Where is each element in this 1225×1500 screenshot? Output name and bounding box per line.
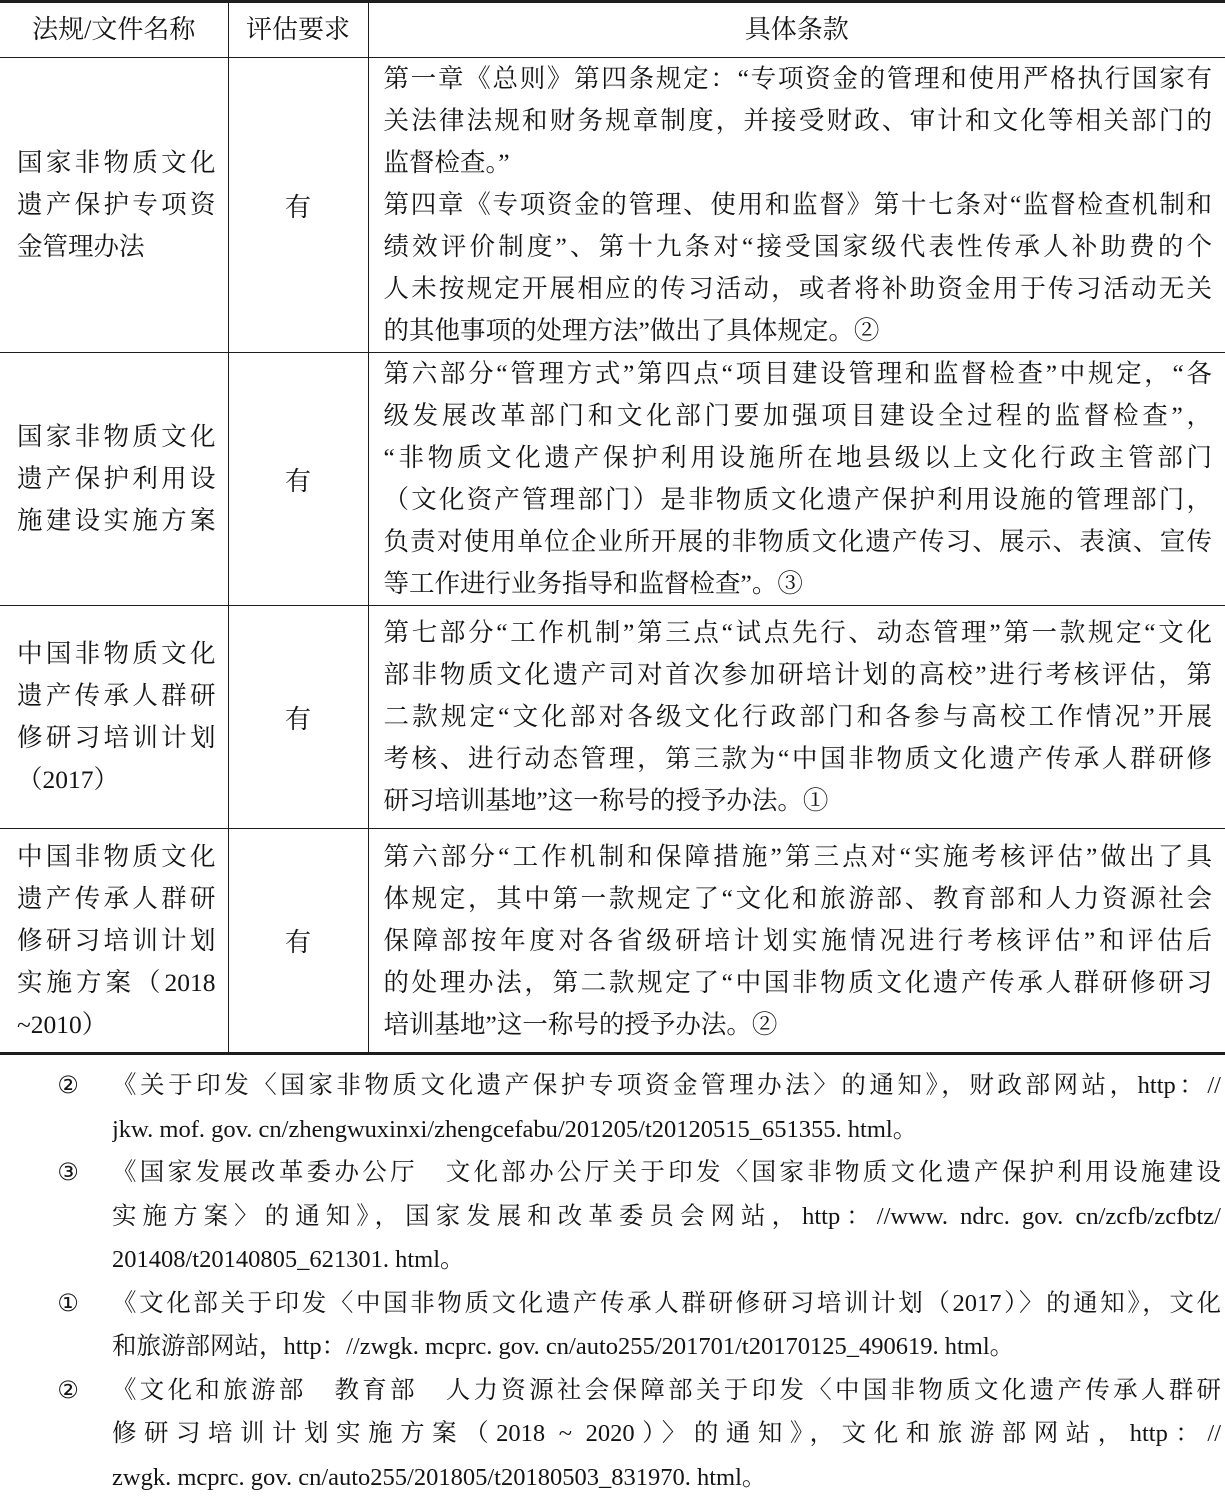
clause-line: 考核、进行动态管理，第三款为“中国非物质文化遗产传承人群研修 (383, 744, 1212, 773)
regulation-name-cell (0, 58, 228, 353)
footnote-marker: ② (57, 1375, 79, 1404)
table-header-row (0, 2, 1225, 58)
table-row (0, 58, 1225, 353)
clause-line: 人未按规定开展相应的传习活动，或者将补助资金用于传习活动无关 (383, 274, 1212, 303)
regulation-name-line: （2017） (17, 765, 120, 794)
footnote-line: 修研习培训计划实施方案（2018 ~ 2020）〉的通知》，文化和旅游部网站，http：// (112, 1420, 1221, 1447)
clause-line: 保障部按年度对各省级研培计划实施情况进行考核评估”和评估后 (383, 925, 1212, 955)
clause-cell (368, 58, 1225, 353)
requirement-cell: 有 (228, 353, 368, 606)
footnote-line: zwgk. mcprc. gov. cn/auto255/201805/t20180503_831970. html。 (112, 1463, 767, 1491)
requirement-cell: 有 (228, 829, 368, 1054)
footnote (0, 1369, 1225, 1500)
footnote-line: 《国家发展改革委办公厅 文化部办公厅关于印发〈国家非物质文化遗产保护利用设施建设 (112, 1159, 1221, 1186)
regulation-name-line: ~2010） (17, 1009, 108, 1039)
regulation-name-line: 修研习培训计划 (17, 925, 216, 955)
footnote-marker: ① (57, 1288, 79, 1317)
clause-line: 关法律法规和财务规章制度，并接受财政、审计和文化等相关部门的 (383, 106, 1212, 135)
footnote-line: 实施方案〉的通知》，国家发展和改革委员会网站，http：//www. ndrc. gov. cn/zcfb/zcfbtz/ (112, 1202, 1221, 1230)
clause-cell (368, 606, 1225, 829)
footnote (0, 1064, 1225, 1151)
footnote-marker: ② (57, 1071, 79, 1099)
regulation-name-line: 中国非物质文化 (17, 639, 216, 668)
regulation-name-cell (0, 353, 228, 606)
footnotes (0, 1064, 1225, 1499)
clause-line: 体规定，其中第一款规定了“文化和旅游部、教育部和人力资源社会 (383, 883, 1212, 913)
regulation-name-line: 中国非物质文化 (17, 841, 216, 871)
requirement-cell: 有 (228, 58, 368, 353)
clause-line: 的其他事项的处理方法”做出了具体规定。② (383, 316, 880, 345)
regulation-name-cell (0, 829, 228, 1054)
clause-line: 培训基地”这一称号的授予办法。② (383, 1009, 778, 1039)
clause-line: 第一章《总则》第四条规定：“专项资金的管理和使用严格执行国家有 (383, 64, 1212, 93)
header-requirement: 评估要求 (228, 2, 368, 58)
regulation-name-line: 国家非物质文化 (17, 148, 216, 177)
footnote (0, 1151, 1225, 1282)
clause-line: 研习培训基地”这一称号的授予办法。① (383, 786, 829, 815)
clause-line: 第四章《专项资金的管理、使用和监督》第十七条对“监督检查机制和 (383, 190, 1212, 219)
clause-line: 监督检查。” (383, 148, 510, 177)
clause-line: 的处理办法，第二款规定了“中国非物质文化遗产传承人群研修研习 (383, 967, 1212, 997)
clause-cell (368, 829, 1225, 1054)
clause-line: 第六部分“工作机制和保障措施”第三点对“实施考核评估”做出了具 (383, 841, 1212, 871)
footnote-line: 《文化和旅游部 教育部 人力资源社会保障部关于印发〈中国非物质文化遗产传承人群研 (112, 1376, 1221, 1404)
clause-line: 二款规定“文化部对各级文化行政部门和各参与高校工作情况”开展 (383, 702, 1212, 731)
footnote-line: 和旅游部网站，http：//zwgk. mcprc. gov. cn/auto255/201701/t20170125_490619. html。 (112, 1333, 1015, 1360)
clause-line: 负责对使用单位企业所开展的非物质文化遗产传习、展示、表演、宣传 (383, 527, 1212, 556)
footnote-line: 201408/t20140805_621301. html。 (112, 1246, 465, 1273)
clause-line: 第七部分“工作机制”第三点“试点先行、动态管理”第一款规定“文化 (383, 618, 1212, 647)
header-regulation-name: 法规/文件名称 (32, 15, 196, 44)
clause-line: 第六部分“管理方式”第四点“项目建设管理和监督检查”中规定，“各 (383, 359, 1212, 388)
requirement-cell: 有 (228, 606, 368, 829)
regulation-name-line: 遗产保护利用设 (17, 464, 216, 493)
clause-line: （文化资产管理部门）是非物质文化遗产保护利用设施的管理部门， (383, 485, 1212, 514)
header-clauses: 具体条款 (368, 2, 1225, 58)
regulation-name-line: 国家非物质文化 (17, 422, 216, 451)
clause-cell (368, 353, 1225, 606)
clause-line: 部非物质文化遗产司对首次参加研培计划的高校”进行考核评估，第 (383, 660, 1212, 689)
regulation-name-line: 遗产保护专项资 (17, 190, 216, 219)
regulation-name-line: 遗产传承人群研 (17, 883, 216, 913)
footnote (0, 1282, 1225, 1369)
footnote-line: 《文化部关于印发〈中国非物质文化遗产传承人群研修研习培训计划（2017）〉的通知》，文化 (112, 1289, 1221, 1317)
clause-line: 级发展改革部门和文化部门要加强项目建设全过程的监督检查”， (383, 401, 1212, 430)
footnote-line: jkw. mof. gov. cn/zhengwuxinxi/zhengcefabu/201205/t20120515_651355. html。 (112, 1115, 918, 1143)
regulation-name-cell (0, 606, 228, 829)
clause-line: 绩效评价制度”、第十九条对“接受国家级代表性传承人补助费的个 (383, 232, 1212, 261)
regulation-name-line: 实施方案（2018 (17, 967, 216, 997)
footnote-marker: ③ (57, 1158, 79, 1186)
regulation-name-line: 遗产传承人群研 (17, 681, 216, 710)
regulation-name-line: 金管理办法 (17, 232, 145, 261)
clause-line: “非物质文化遗产保护利用设施所在地县级以上文化行政主管部门 (383, 443, 1212, 472)
table-row (0, 353, 1225, 606)
regulation-name-line: 修研习培训计划 (17, 723, 216, 752)
table-row (0, 606, 1225, 829)
table-row (0, 829, 1225, 1054)
regulation-name-line: 施建设实施方案 (17, 506, 216, 535)
footnote-line: 《关于印发〈国家非物质文化遗产保护专项资金管理办法〉的通知》，财政部网站，http：// (112, 1072, 1221, 1099)
clause-line: 等工作进行业务指导和监督检查”。③ (383, 569, 803, 598)
